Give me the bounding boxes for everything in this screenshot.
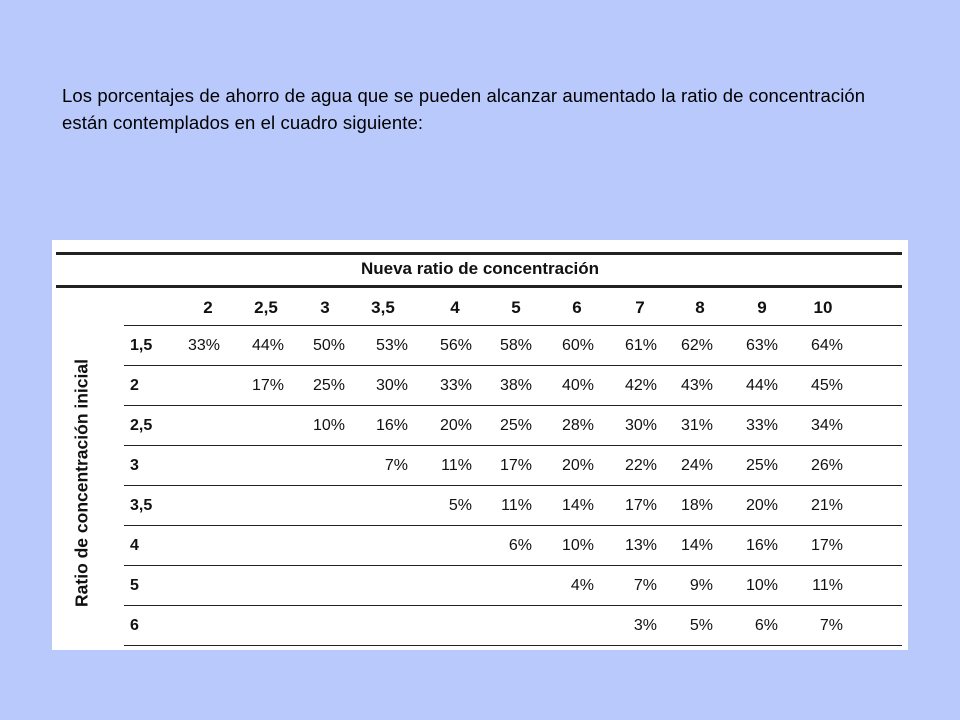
column-header: 8 bbox=[695, 298, 705, 317]
column-header: 6 bbox=[572, 298, 582, 317]
row-header: 3,5 bbox=[130, 497, 153, 514]
table-cell: 24% bbox=[680, 457, 713, 474]
table-cell: 6% bbox=[508, 537, 532, 554]
row-divider bbox=[124, 485, 902, 486]
table-cell: 20% bbox=[439, 417, 472, 434]
row-header: 4 bbox=[130, 537, 139, 554]
water-savings-table bbox=[52, 240, 908, 650]
table-cell: 3% bbox=[633, 617, 657, 634]
table-cell: 30% bbox=[624, 417, 657, 434]
column-header: 2 bbox=[203, 298, 213, 317]
table-cell: 50% bbox=[312, 337, 345, 354]
row-header: 5 bbox=[130, 577, 139, 594]
table-cell: 33% bbox=[745, 417, 778, 434]
table-cell: 10% bbox=[745, 577, 778, 594]
table-cell: 33% bbox=[187, 337, 220, 354]
column-header: 2,5 bbox=[254, 298, 278, 317]
table-cell: 7% bbox=[819, 617, 843, 634]
row-divider bbox=[124, 325, 902, 326]
table-cell: 40% bbox=[561, 377, 594, 394]
table-cell: 5% bbox=[448, 497, 472, 514]
row-header: 3 bbox=[130, 457, 139, 474]
table-cell: 53% bbox=[375, 337, 408, 354]
row-divider bbox=[124, 645, 902, 646]
row-divider bbox=[124, 365, 902, 366]
table-cell: 16% bbox=[375, 417, 408, 434]
row-header: 2,5 bbox=[130, 417, 153, 434]
table-cell: 14% bbox=[680, 537, 713, 554]
table-cell: 60% bbox=[561, 337, 594, 354]
table-cell: 42% bbox=[624, 377, 657, 394]
column-header: 5 bbox=[511, 298, 521, 317]
table-cell: 13% bbox=[624, 537, 657, 554]
row-group-title bbox=[62, 325, 102, 640]
table-cell: 11% bbox=[441, 457, 472, 474]
table-cell: 6% bbox=[754, 617, 778, 634]
table-cell: 63% bbox=[745, 337, 778, 354]
table-cell: 21% bbox=[810, 497, 843, 514]
table-cell: 25% bbox=[745, 457, 778, 474]
row-divider bbox=[124, 605, 902, 606]
table-cell: 34% bbox=[810, 417, 843, 434]
column-header: 10 bbox=[813, 298, 833, 317]
table-cell: 18% bbox=[680, 497, 713, 514]
table-cell: 44% bbox=[251, 337, 284, 354]
column-header: 7 bbox=[635, 298, 645, 317]
table-cell: 64% bbox=[810, 337, 843, 354]
table-cell: 11% bbox=[812, 577, 843, 594]
table-cell: 7% bbox=[384, 457, 408, 474]
row-header: 2 bbox=[130, 377, 139, 394]
table-cell: 17% bbox=[810, 537, 843, 554]
table-cell: 17% bbox=[251, 377, 284, 394]
row-divider bbox=[124, 525, 902, 526]
table-cell: 58% bbox=[499, 337, 532, 354]
row-divider bbox=[124, 405, 902, 406]
table-cell: 20% bbox=[561, 457, 594, 474]
row-divider bbox=[124, 565, 902, 566]
column-header: 9 bbox=[757, 298, 767, 317]
table-cell: 20% bbox=[745, 497, 778, 514]
table-cell: 28% bbox=[561, 417, 594, 434]
table-cell: 61% bbox=[624, 337, 657, 354]
column-group-title: Nueva ratio de concentración bbox=[360, 259, 600, 278]
table-cell: 30% bbox=[375, 377, 408, 394]
table-cell: 17% bbox=[624, 497, 657, 514]
intro-paragraph: Los porcentajes de ahorro de agua que se pueden alcanzar aumentado la ratio de concentración están contemplados en el cuadro siguiente: bbox=[62, 85, 866, 133]
table-cell: 4% bbox=[570, 577, 594, 594]
table-cell: 22% bbox=[624, 457, 657, 474]
table-cell: 9% bbox=[689, 577, 713, 594]
table-cell: 43% bbox=[680, 377, 713, 394]
row-header: 6 bbox=[130, 617, 139, 634]
table-cell: 25% bbox=[312, 377, 345, 394]
row-header: 1,5 bbox=[130, 337, 153, 354]
table-cell: 16% bbox=[745, 537, 778, 554]
table-cell: 31% bbox=[680, 417, 713, 434]
table-cell: 5% bbox=[689, 617, 713, 634]
table-cell: 38% bbox=[499, 377, 532, 394]
row-divider bbox=[124, 445, 902, 446]
table-cell: 33% bbox=[439, 377, 472, 394]
table-cell: 56% bbox=[439, 337, 472, 354]
table-cell: 17% bbox=[499, 457, 532, 474]
table-cell: 45% bbox=[810, 377, 843, 394]
table-top-border bbox=[56, 252, 902, 255]
table-title-border bbox=[56, 285, 902, 288]
table-cell: 11% bbox=[501, 497, 532, 514]
table-cell: 10% bbox=[561, 537, 594, 554]
table-cell: 10% bbox=[312, 417, 345, 434]
row-group-title-text: Ratio de concentración inicial bbox=[71, 358, 92, 607]
column-header: 3 bbox=[320, 298, 330, 317]
table-cell: 26% bbox=[810, 457, 843, 474]
table-cell: 7% bbox=[633, 577, 657, 594]
table-cell: 44% bbox=[745, 377, 778, 394]
table-cell: 62% bbox=[680, 337, 713, 354]
table-cell: 25% bbox=[499, 417, 532, 434]
column-header: 3,5 bbox=[371, 298, 395, 317]
table-cell: 14% bbox=[561, 497, 594, 514]
column-header: 4 bbox=[450, 298, 460, 317]
